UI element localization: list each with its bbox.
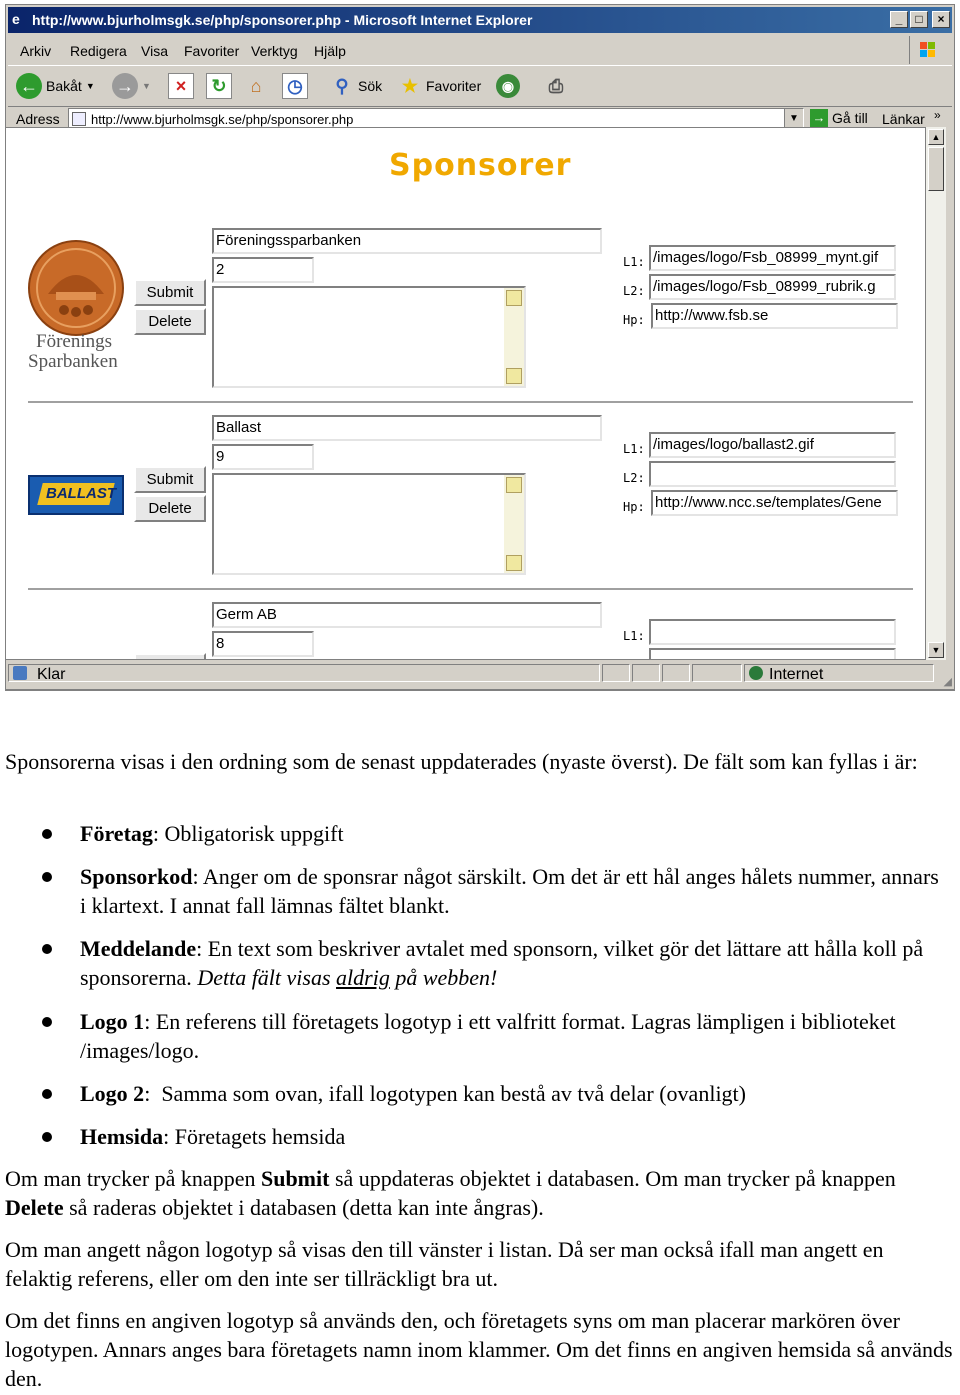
l1-label: L1: xyxy=(623,442,645,456)
bullet xyxy=(42,1089,52,1099)
textarea-scrollbar[interactable] xyxy=(504,288,524,386)
list-item: Meddelande: En text som beskriver avtalet med sponsorn, vilket gör det lättare att hålla koll på sponsorerna. Detta fält visas aldrig på webben! xyxy=(80,936,924,990)
menu-hjalp[interactable]: Hjälp xyxy=(314,43,346,59)
chevron-right-icon: » xyxy=(934,108,941,122)
bullet xyxy=(42,829,52,839)
back-button[interactable]: ← Bakåt ▼ xyxy=(16,71,95,101)
delete-button[interactable]: Delete xyxy=(134,495,206,522)
history-button[interactable] xyxy=(282,71,308,101)
menu-visa[interactable]: Visa xyxy=(141,43,168,59)
l1-label: L1: xyxy=(623,255,645,269)
logo1-field[interactable]: /images/logo/ballast2.gif xyxy=(649,432,896,458)
address-dropdown-button[interactable]: ▼ xyxy=(784,109,803,129)
company-field[interactable]: Germ AB xyxy=(212,602,602,628)
windows-logo-icon xyxy=(909,36,948,64)
logo1-field[interactable]: /images/logo/Fsb_08999_mynt.gif xyxy=(649,245,896,271)
search-button[interactable]: ⚲ Sök xyxy=(330,71,382,101)
window-title: http://www.bjurholmsgk.se/php/sponsorer.php - Microsoft Internet Explorer xyxy=(32,12,533,28)
print-button[interactable] xyxy=(544,71,568,101)
message-textarea[interactable] xyxy=(212,286,526,388)
title-bar xyxy=(8,7,952,33)
menu-bar xyxy=(8,37,952,63)
go-button[interactable]: → Gå till xyxy=(810,109,868,127)
links-button[interactable]: Länkar xyxy=(882,111,925,127)
bullet xyxy=(42,872,52,882)
list-item: Hemsida: Företagets hemsida xyxy=(80,1124,346,1149)
sponsor-code-field[interactable]: 9 xyxy=(212,444,314,470)
ie-icon: e xyxy=(12,11,20,27)
menu-favoriter[interactable]: Favoriter xyxy=(184,43,240,59)
hp-label: Hp: xyxy=(623,313,645,327)
logo2-field[interactable]: /images/logo/Fsb_08999_rubrik.g xyxy=(649,274,896,300)
logo-text: Förenings Sparbanken xyxy=(28,331,118,372)
list-item: Logo 1: En referens till företagets logotyp i ett valfritt format. Lagras lämpligen i biblioteket /images/logo. xyxy=(80,1009,896,1063)
zone-text: Internet xyxy=(769,666,824,683)
page-viewport xyxy=(5,127,926,660)
list-item: Logo 2: Samma som ovan, ifall logotypen kan bestå av två delar (ovanligt) xyxy=(80,1081,746,1106)
address-label: Adress xyxy=(16,111,60,127)
media-button[interactable] xyxy=(496,71,520,101)
globe-icon xyxy=(749,666,763,680)
scroll-thumb[interactable] xyxy=(928,147,944,191)
submit-button[interactable]: Submit xyxy=(134,279,206,306)
l2-label: L2: xyxy=(623,471,645,485)
scroll-down-icon[interactable]: ▼ xyxy=(928,642,944,658)
submit-button[interactable] xyxy=(134,653,206,660)
favorites-button[interactable]: ★ Favoriter xyxy=(398,71,481,101)
scroll-up-icon[interactable]: ▲ xyxy=(928,129,944,145)
bullet xyxy=(42,944,52,954)
intro-paragraph: Sponsorerna visas i den ordning som de senast uppdaterades (nyaste överst). De fält som kan fyllas i är: xyxy=(5,749,918,774)
hp-label: Hp: xyxy=(623,500,645,514)
homepage-field[interactable]: http://www.ncc.se/templates/Gene xyxy=(651,490,898,516)
l1-label: L1: xyxy=(623,629,645,643)
history-icon: ◷ xyxy=(282,73,308,99)
home-icon: ⌂ xyxy=(250,76,262,96)
company-field[interactable]: Föreningssparbanken xyxy=(212,228,602,254)
bullet xyxy=(42,1132,52,1142)
media-icon: ◉ xyxy=(496,74,520,98)
sponsor-code-field[interactable]: 2 xyxy=(212,257,314,283)
chevron-down-icon: ▼ xyxy=(85,81,95,91)
chevron-down-icon: ▼ xyxy=(142,81,151,91)
go-arrow-icon: → xyxy=(810,109,828,127)
resize-grip-icon[interactable]: ◢ xyxy=(943,676,952,688)
logo1-field[interactable] xyxy=(649,619,896,645)
menu-verktyg[interactable]: Verktyg xyxy=(251,43,298,59)
menu-redigera[interactable]: Redigera xyxy=(70,43,127,59)
address-input[interactable]: http://www.bjurholmsgk.se/php/sponsorer.php ▼ xyxy=(68,108,804,130)
status-text: Klar xyxy=(37,666,66,683)
bullet xyxy=(42,1017,52,1027)
submit-button[interactable]: Submit xyxy=(134,466,206,493)
status-bar xyxy=(5,662,955,690)
close-button[interactable]: × xyxy=(932,11,950,28)
refresh-button[interactable] xyxy=(206,71,232,101)
forward-button[interactable] xyxy=(112,71,151,101)
page-icon xyxy=(13,666,27,680)
submit-delete-paragraph: Om man trycker på knappen Submit så uppdateras objektet i databasen. Om man trycker på knappen Delete så raderas objektet i databasen (detta kan inte ångras). xyxy=(5,1166,896,1220)
search-icon: ⚲ xyxy=(335,76,349,96)
homepage-field[interactable]: http://www.fsb.se xyxy=(651,303,898,329)
divider xyxy=(28,401,913,404)
page-title: Sponsorer xyxy=(389,148,572,183)
logo-text: BALLAST xyxy=(46,485,116,502)
page-icon xyxy=(72,112,86,126)
sponsor-code-field[interactable]: 8 xyxy=(212,631,314,657)
logo2-field[interactable] xyxy=(649,461,896,487)
delete-button[interactable]: Delete xyxy=(134,308,206,335)
toolbar xyxy=(8,65,952,107)
logo2-field[interactable] xyxy=(649,648,896,660)
refresh-icon: ↻ xyxy=(206,73,232,99)
printer-icon: ⎙ xyxy=(548,76,564,96)
logo-paragraph: Om man angett någon logotyp så visas den till vänster i listan. Då ser man också ifall man angett en felaktig referens, eller om den inte ser tillräckligt bra ut. xyxy=(5,1237,884,1291)
hover-paragraph: Om det finns en angiven logotyp så används den, och företagets syns om man placerar markören över logotypen. Annars anges bara företagets namn inom klammer. Om det finns en angiven hemsida så används den. xyxy=(5,1308,953,1391)
forward-arrow-icon: → xyxy=(112,73,138,99)
minimize-button[interactable]: _ xyxy=(890,11,908,28)
stop-button[interactable] xyxy=(168,71,194,101)
list-item: Företag: Obligatorisk uppgift xyxy=(80,821,344,846)
maximize-button[interactable]: □ xyxy=(910,11,928,28)
sponsor-logo-fsb[interactable] xyxy=(28,236,128,376)
l2-label: L2: xyxy=(623,284,645,298)
menu-arkiv[interactable]: Arkiv xyxy=(20,43,52,59)
list-item: Sponsorkod: Anger om de sponsrar något särskilt. Om det är ett hål anges hålets nummer, annars i klartext. I annat fall lämnas fältet blankt. xyxy=(80,864,939,918)
sponsor-logo-ballast[interactable] xyxy=(28,475,124,515)
home-button[interactable] xyxy=(244,71,268,101)
company-field[interactable]: Ballast xyxy=(212,415,602,441)
message-textarea[interactable] xyxy=(212,473,526,575)
back-arrow-icon: ← xyxy=(16,73,42,99)
page-scrollbar[interactable] xyxy=(926,127,946,660)
textarea-scrollbar[interactable] xyxy=(504,475,524,573)
star-icon: ★ xyxy=(401,76,419,96)
divider xyxy=(28,588,913,591)
stop-icon: × xyxy=(168,73,194,99)
